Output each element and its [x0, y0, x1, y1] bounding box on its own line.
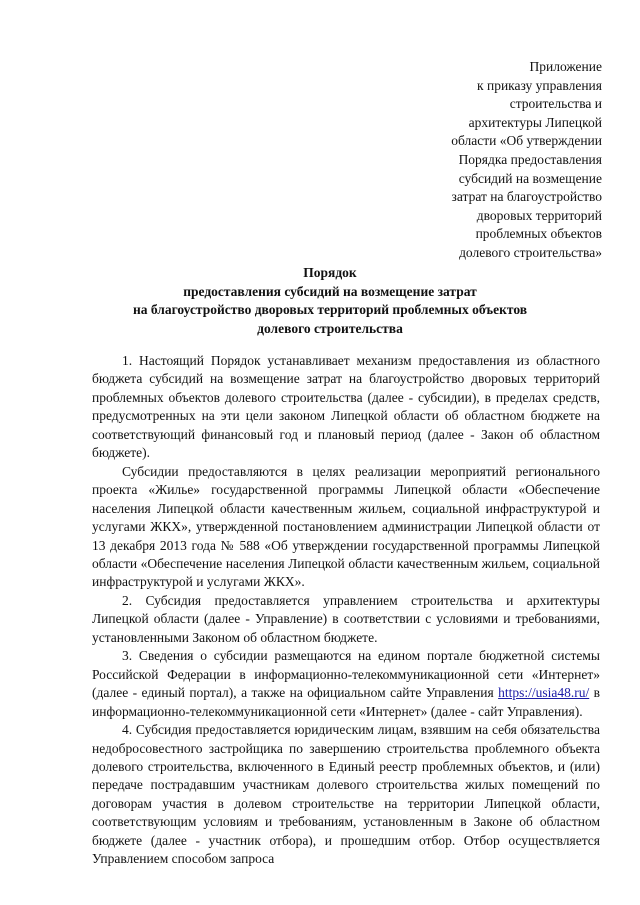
paragraph-4: [92, 647, 600, 721]
appendix-line: дворовых территорий: [476, 207, 602, 223]
usia48-website-link[interactable]: https://usia48.ru/: [498, 685, 590, 701]
appendix-line: проблемных объектов: [475, 226, 602, 242]
paragraph-2: Субсидии предоставляются в целях реализации мероприятий регионального проекта «Жилье» государственной программы Липецкой области «Обеспечение населения Липецкой области качественным жильем, социальной инфраструктурой и услугами ЖКХ», утвержденной постановлением администрации Липецкой области от 13 декабря 2013 года № 588 «Об утверждении государственной программы Липецкой области «Обеспечение населения Липецкой области качественным жильем, социальной инфраструктурой и услугами ЖКХ».: [92, 463, 600, 590]
heading-line: предоставления субсидий на возмещение затрат: [183, 283, 477, 299]
appendix-block: [402, 58, 602, 263]
paragraph-4-text-start: 3. Сведения о субсидии размещаются на едином портале бюджетной системы Российской Федерации в информационно-телекоммуникационной сети «Интернет» (далее - единый портал), а также на официальном сайте Управления: [92, 648, 600, 701]
appendix-line: области «Об утверждении: [451, 133, 602, 149]
appendix-line: Приложение: [529, 59, 602, 74]
paragraph-5: 4. Субсидия предоставляется юридическим лицам, взявшим на себя обязательства недобросовестного застройщика по завершению строительства проблемного объекта долевого строительства, включенного в Единый реестр проблемных объектов, и (или) передаче пострадавшим участникам долевого строительства жилых помещений по договорам участия в долевом строительстве на территории Липецкой области, соответствующим условиям и требованиям, установленным в Законе об областном бюджете (далее - участник отбора), и прошедшим отбор. Отбор осуществляется Управлением способом запроса: [92, 722, 600, 867]
paragraph-3: 2. Субсидия предоставляется управлением строительства и архитектуры Липецкой области (далее - Управление) в соответствии с условиями и требованиями, установленными Законом об областном бюджете.: [92, 592, 600, 645]
heading-line: долевого строительства: [257, 320, 403, 336]
appendix-line: к приказу управления: [477, 77, 602, 93]
heading-title: Порядок: [303, 265, 357, 280]
appendix-line: строительства и: [509, 96, 602, 112]
paragraph-4-text-end: в информационно-телекоммуникационной сети «Интернет» (далее - сайт Управления).: [92, 685, 600, 719]
paragraph-1: 1. Настоящий Порядок устанавливает механизм предоставления из областного бюджета субсидий на возмещение затрат на благоустройство дворовых территорий проблемных объектов долевого строительства (далее - субсидии), в пределах средств, предусмотренных на эти цели законом Липецкой области об областном бюджете на соответствующий финансовый год и плановый период (далее - Закон об областном бюджете).: [92, 353, 600, 461]
appendix-line: Порядка предоставления: [458, 151, 602, 167]
appendix-line: долевого строительства»: [459, 244, 602, 260]
appendix-line: субсидий на возмещение: [458, 170, 602, 186]
document-heading: [60, 264, 600, 338]
document-body: [92, 352, 600, 869]
heading-line: на благоустройство дворовых территорий проблемных объектов: [132, 302, 528, 318]
appendix-line: архитектуры Липецкой: [468, 114, 602, 130]
appendix-line: затрат на благоустройство: [451, 189, 602, 205]
